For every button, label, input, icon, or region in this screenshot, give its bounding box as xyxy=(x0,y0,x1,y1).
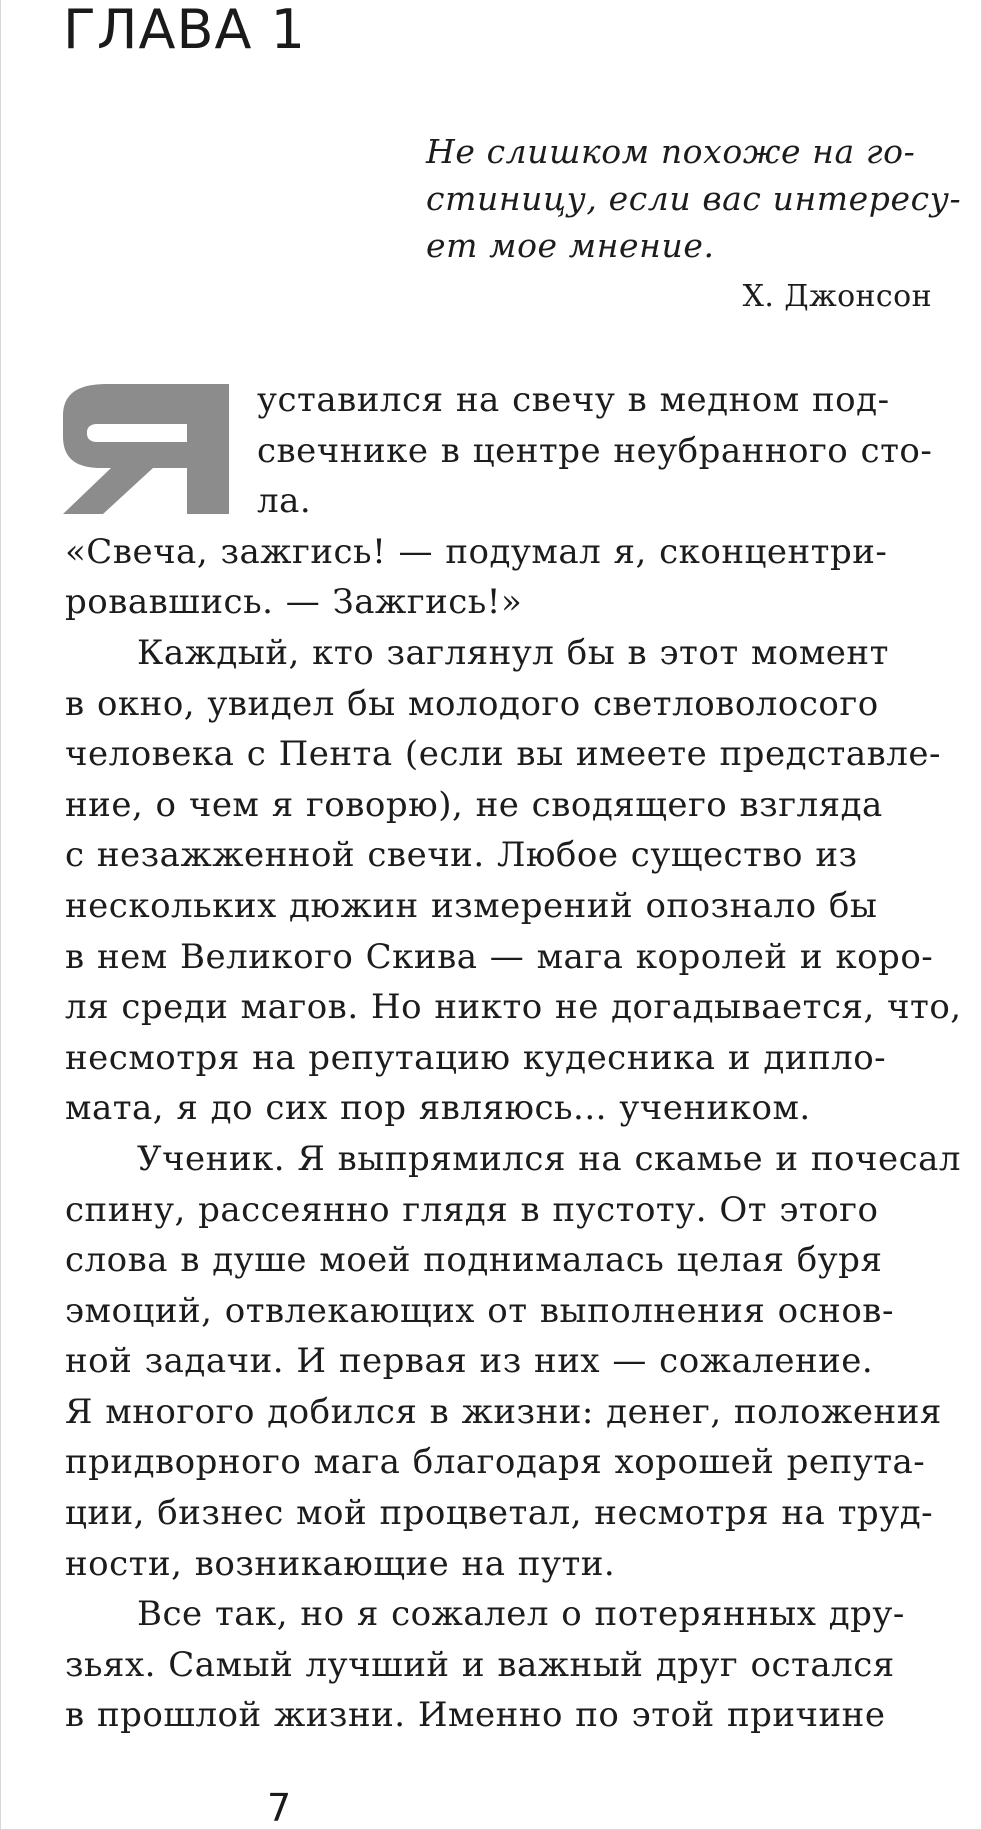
text-line: ние, о чем я говорю), не сводящего взгляда xyxy=(65,784,883,825)
text-line: ля среди магов. Но никто не догадывается, что, xyxy=(65,987,962,1028)
epigraph xyxy=(426,128,962,317)
text-line: человека с Пента (если вы имеете представле- xyxy=(65,734,941,775)
epigraph-author: Х. Джонсон xyxy=(742,279,932,314)
epigraph-line: стиницу, если вас интересу- xyxy=(426,179,962,218)
epigraph-line: ет мое мнение. xyxy=(426,226,715,265)
text-line: слова в душе моей поднималась целая буря xyxy=(65,1240,883,1281)
text-line: придворного мага благодаря хорошей репута- xyxy=(65,1442,926,1483)
text-line: Ученик. Я выпрямился на скамье и почесал xyxy=(137,1138,962,1179)
text-line: Я многого добился в жизни: денег, положения xyxy=(65,1391,942,1432)
body-text xyxy=(65,375,962,1741)
text-line: с незажженной свечи. Любое существо из xyxy=(65,835,858,876)
text-line: мата, я до сих пор являюсь... учеником. xyxy=(65,1088,811,1129)
text-line: несмотря на репутацию кудесника и дипло- xyxy=(65,1037,887,1078)
page-number: 7 xyxy=(267,1786,292,1830)
text-line: свечнике в центре неубранного сто- xyxy=(257,430,933,471)
text-line: уставился на свечу в медном под- xyxy=(257,380,890,420)
text-line: ности, возникающие на пути. xyxy=(65,1543,616,1584)
text-line: Каждый, кто заглянул бы в этот момент xyxy=(137,632,889,673)
text-line: эмоций, отвлекающих от выполнения основ- xyxy=(65,1290,894,1331)
text-line: спину, рассеянно глядя в пустоту. От этого xyxy=(65,1189,879,1230)
chapter-title: ГЛАВА 1 xyxy=(63,0,306,61)
text-line: в окно, увидел бы молодого светловолосого xyxy=(65,683,879,724)
text-line: ной задачи. И первая из них — сожаление. xyxy=(65,1341,874,1382)
text-line: в прошлой жизни. Именно по этой причине xyxy=(65,1695,886,1736)
text-line: зьях. Самый лучший и важный друг остался xyxy=(65,1644,895,1685)
text-line: нескольких дюжин измерений опознало бы xyxy=(65,885,878,926)
text-line: «Свеча, зажгись! — подумал я, сконцентри- xyxy=(65,531,888,572)
text-line: в нем Великого Скива — мага королей и коро- xyxy=(65,936,934,977)
text-line: ции, бизнес мой процветал, несмотря на труд- xyxy=(65,1493,934,1534)
epigraph-line: Не слишком похоже на го- xyxy=(426,132,916,171)
text-line: Все так, но я сожалел о потерянных дру- xyxy=(137,1594,905,1635)
text-line: ла. xyxy=(257,481,312,522)
text-line: ровавшись. — Зажгись!» xyxy=(65,582,523,623)
